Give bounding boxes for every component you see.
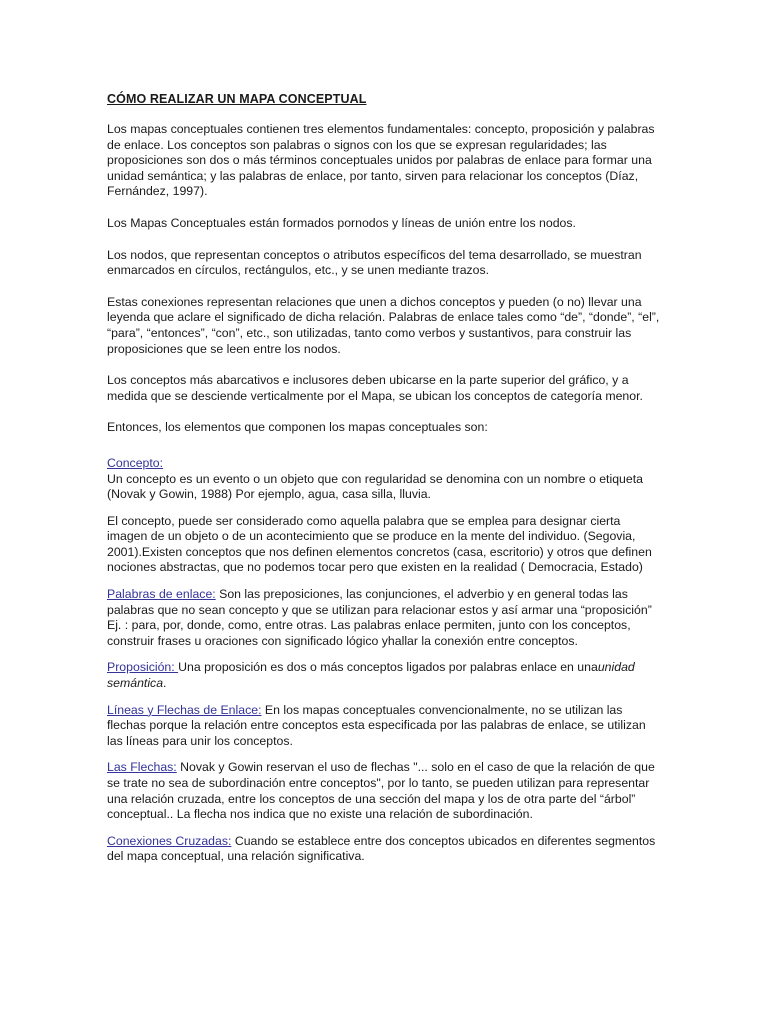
intro-paragraph-3: Los nodos, que representan conceptos o atributos específicos del tema desarrollado, se muestran enmarcados en círculos, rectángulos, etc., y se unen mediante trazos. — [107, 247, 642, 278]
proposicion-text: Una proposición es dos o más conceptos ligados por palabras enlace en una — [178, 660, 598, 675]
intro-paragraph-6: Entonces, los elementos que componen los mapas conceptuales son: — [107, 420, 488, 435]
concepto-extended-paragraph: El concepto, puede ser considerado como aquella palabra que se emplea para designar cierta imagen de un objeto o de un acontecimiento que se produce en la mente del individuo. (Segovia, 2001).Existen conceptos que nos definen elementos concretos (casa, escritorio) y otros que definen nociones abstractas, que no podemos tocar pero que existen en la realidad ( Democracia, Estado) — [107, 513, 652, 575]
conexiones-cruzadas-term-link[interactable]: Conexiones Cruzadas: — [107, 833, 232, 848]
palabras-enlace-paragraph — [107, 587, 663, 649]
lineas-flechas-text: En los mapas conceptuales convencionalmente, no se utilizan las flechas porque la relación entre conceptos esta especificada por las palabras de enlace, se utilizan las líneas para unir los conceptos. — [107, 702, 646, 748]
conexiones-cruzadas-text: Cuando se establece entre dos conceptos ubicados en diferentes segmentos del mapa conceptual, una relación significativa. — [107, 833, 656, 864]
intro-paragraph-5: Los conceptos más abarcativos e inclusores deben ubicarse en la parte superior del gráfico, y a medida que se desciende verticalmente por el Mapa, se ubican los conceptos de categoría menor. — [107, 373, 643, 403]
flechas-text: Novak y Gowin reservan el uso de flechas "... solo en el caso de que la relación de que se trate no sea de subordinación entre conceptos", por lo tanto, se pueden utilizan para representar una relación cruzada, entre los conceptos de una sección del mapa y los de otra parte del “árbol” conceptual.. La flecha nos indica que no existe una relación de subordinación. — [107, 760, 655, 822]
document-title: CÓMO REALIZAR UN MAPA CONCEPTUAL — [107, 92, 367, 106]
conexiones-cruzadas-paragraph — [107, 834, 663, 865]
proposicion-end: . — [163, 676, 167, 691]
concepto-term-link[interactable]: Concepto: — [107, 455, 164, 470]
lineas-flechas-term-link[interactable]: Líneas y Flechas de Enlace: — [107, 702, 262, 717]
intro-paragraph-1: Los mapas conceptuales contienen tres elementos fundamentales: concepto, proposición y palabras de enlace. Los conceptos son palabras o signos con los que se expresan regularidades; las proposiciones son dos o más términos conceptuales unidos por palabras de enlace para formar una unidad semántica; y las palabras de enlace, por tanto, sirven para relacionar los conceptos (Díaz, Fernández, 1997). — [107, 122, 655, 199]
palabras-enlace-term-link[interactable]: Palabras de enlace: — [107, 587, 216, 602]
flechas-term-link[interactable]: Las Flechas: — [107, 760, 177, 775]
proposicion-paragraph — [107, 660, 663, 691]
intro-paragraph-2: Los Mapas Conceptuales están formados pornodos y líneas de unión entre los nodos. — [107, 215, 576, 230]
concepto-definition — [107, 456, 663, 503]
intro-paragraph-4: Estas conexiones representan relaciones que unen a dichos conceptos y pueden (o no) llevar una leyenda que aclare el significado de dicha relación. Palabras de enlace tales como “de”, “donde”, “el”, “para”, “entonces”, “con”, etc., son utilizadas, tanto como verbos y sustantivos, para construir las proposiciones que se leen entre los nodos. — [107, 294, 660, 356]
proposicion-italic-text: unidad semántica — [107, 660, 635, 691]
lineas-flechas-paragraph — [107, 703, 663, 750]
palabras-enlace-text: Son las preposiciones, las conjunciones, el adverbio y en general todas las palabras que no sean concepto y que se utilizan para relacionar estos y así armar una “proposición” Ej. : para, por, donde, como, entre otras. Las palabras enlace permiten, junto con los conceptos, construir frases u oraciones con significado lógico yhallar la conexión entre conceptos. — [107, 587, 652, 648]
flechas-paragraph — [107, 760, 663, 822]
concepto-definition-text: Un concepto es un evento o un objeto que con regularidad se denomina con un nombre o etiqueta (Novak y Gowin, 1988) Por ejemplo, agua, casa silla, lluvia. — [107, 471, 643, 502]
proposicion-term-link[interactable]: Proposición: — [107, 660, 179, 675]
document-body — [107, 92, 663, 876]
